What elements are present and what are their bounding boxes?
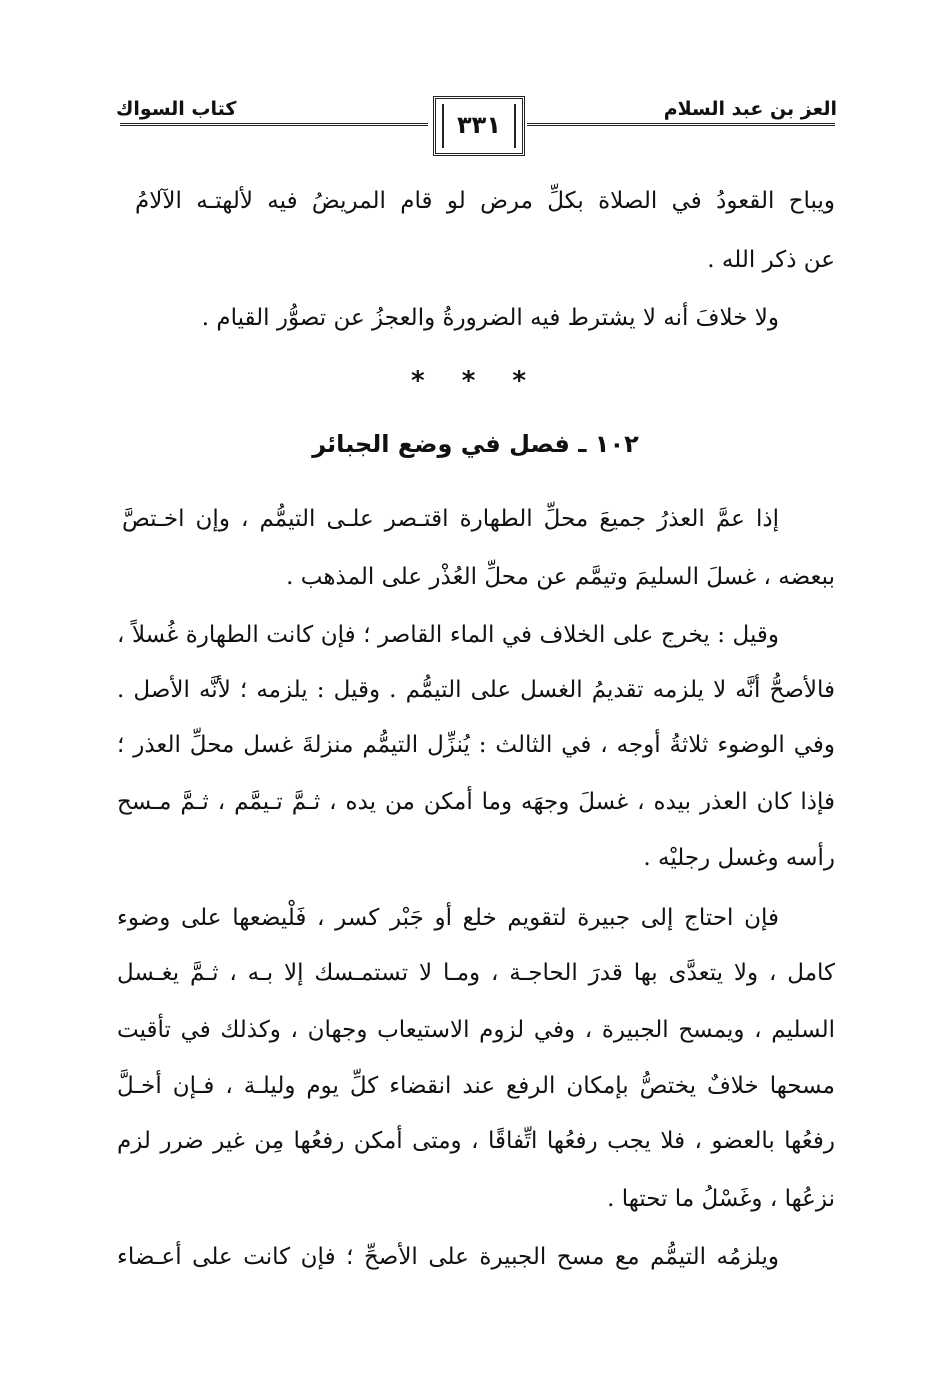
text-line: رأسه وغسل رجليْه .: [643, 845, 835, 871]
text-line: رفعُها بالعضو ، فلا يجب رفعُها اتِّفاقًا ، ومتى أمكن رفعُها مِن غير ضرر لزم: [117, 1128, 835, 1154]
text-line: وقيل : يخرج على الخلاف في الماء القاصر ؛ فإن كانت الطهارة غُسلاً ،: [117, 622, 779, 648]
text-line: نزعُها ، وغَسْلُ ما تحتها .: [607, 1186, 835, 1212]
text-line: ويلزمُه التيمُّم مع مسح الجبيرة على الأصحِّ ؛ فإن كانت على أعـضاء: [117, 1244, 779, 1270]
text-line: ببعضه ، غسلَ السليمَ وتيمَّم عن محلِّ العُذْر على المذهب .: [286, 564, 835, 590]
header-rule-right: [527, 123, 835, 126]
text-line: ويباح القعودُ في الصلاة بكلِّ مرض لو قام المريضُ فيه لألهتـه الآلامُ: [135, 188, 835, 214]
text-line: فالأصحُّ أنَّه لا يلزمه تقديمُ الغسل على التيمُّم . وقيل : يلزمه ؛ لأنَّه الأصل .: [117, 677, 835, 703]
text-line: السليم ، ويمسح الجبيرة ، وفي لزوم الاستيعاب وجهان ، وكذلك في تأقيت: [117, 1017, 835, 1043]
text-line: مسحها خلافٌ يختصُّ بإمكان الرفع عند انقضاء كلِّ يوم وليلـة ، فـإن أخـلَّ: [117, 1073, 835, 1099]
running-header-book-title: كتاب السواك: [116, 98, 237, 120]
section-heading: ١٠٢ ـ فصل في وضع الجبائر: [312, 430, 639, 458]
text-line: وفي الوضوء ثلاثةُ أوجه ، في الثالث : يُنزِّل التيمُّم منزلةَ غسل محلِّ العذر ؛: [117, 732, 835, 758]
text-line: فإذا كان العذر بيده ، غسلَ وجهَه وما أمكن من يده ، ثـمَّ تـيمَّم ، ثـمَّ مـسح: [117, 789, 835, 815]
text-line: كامل ، ولا يتعدَّى بها قدرَ الحاجـة ، ومـا لا تستمـسك إلا بـه ، ثـمَّ يغـسل: [117, 960, 835, 986]
page-number: ٣٣١: [457, 111, 501, 139]
running-header-author: العز بن عبد السلام: [663, 98, 837, 120]
page-number-frame: [433, 96, 525, 156]
text-line: عن ذكر الله .: [707, 247, 835, 273]
section-separator: * * *: [411, 366, 540, 396]
text-line: فإن احتاج إلى جبيرة لتقويم خلع أو جَبْر كسر ، فَلْيضعها على وضوء: [117, 905, 779, 931]
text-line: إذا عمَّ العذرُ جميعَ محلِّ الطهارة اقتـصر علـى التيمُّم ، وإن اخـتصَّ: [122, 506, 779, 532]
header-rule-left: [120, 123, 428, 126]
text-line: ولا خلافَ أنه لا يشترط فيه الضرورةُ والعجزُ عن تصوُّر القيام .: [201, 305, 779, 331]
